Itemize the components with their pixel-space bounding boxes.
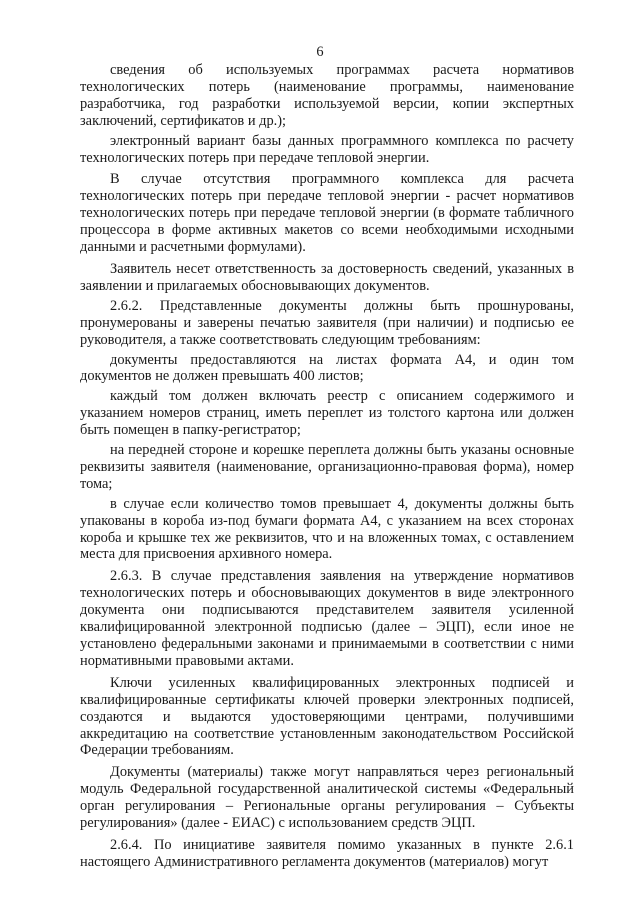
paragraph-cover-details: на передней стороне и корешке переплета должны быть указаны основные реквизиты заявителя (наименование, организационно-правовая форма), номер тома; <box>80 442 574 492</box>
paragraph-a4-sheets: документы предоставляются на листах формата А4, и один том документов не должен превышать 400 листов; <box>80 351 574 385</box>
paragraph-software-info: сведения об используемых программах расчета нормативов технологических потерь (наименование программы, наименование разработчика, год разработки используемой версии, копии экспертных заключений, сертификатов и др.); <box>80 62 574 129</box>
paragraph-eias: Документы (материалы) также могут направляться через региональный модуль Федеральной государственной аналитической системы «Федеральный орган регулирования – Региональные органы регулирования – Субъекты регулирования» (далее - ЕИАС) с использованием средств ЭЦП. <box>80 764 574 832</box>
paragraph-electronic-database: электронный вариант базы данных программного комплекса по расчету технологических потерь при передаче тепловой энергии. <box>80 132 574 166</box>
page-number: 6 <box>316 44 324 60</box>
document-body <box>80 62 574 874</box>
paragraph-signature-keys: Ключи усиленных квалифицированных электронных подписей и квалифицированные сертификаты ключей проверки электронных подписей, создаются и выдаются удостоверяющими центрами, получившими аккредитацию на соответствие установленным законодательством Российской Федерации требованиям. <box>80 674 574 759</box>
paragraph-2-6-2: 2.6.2. Представленные документы должны быть прошнурованы, пронумерованы и заверены печатью заявителя (при наличии) и подписью ее руководителя, а также соответствовать следующим требованиям: <box>80 297 574 348</box>
paragraph-2-6-4: 2.6.4. По инициативе заявителя помимо указанных в пункте 2.6.1 настоящего Административного регламента документов (материалов) могут <box>80 836 574 870</box>
paragraph-2-6-3: 2.6.3. В случае представления заявления на утверждение нормативов технологических потерь и обосновывающих документов в виде электронного документа они подписываются представителем заявителя усиленной квалифицированной электронной подписью (далее – ЭЦП), если иное не установлено федеральными законами и принимаемыми в соответствии с ними нормативными правовыми актами. <box>80 568 574 669</box>
paragraph-no-software-case: В случае отсутствия программного комплекса для расчета технологических потерь при передаче тепловой энергии - расчет нормативов технологических потерь при передаче тепловой энергии (в формате табличного процессора в форме активных макетов со всеми необходимыми исходными данными и расчетными формулами). <box>80 171 574 256</box>
paragraph-boxes: в случае если количество томов превышает 4, документы должны быть упакованы в короба из-под бумаги формата А4, с указанием на всех сторонах короба и крышке тех же реквизитов, что и на вложенных томах, с оставлением места для присвоения архивного номера. <box>80 495 574 563</box>
paragraph-applicant-responsibility: Заявитель несет ответственность за достоверность сведений, указанных в заявлении и прилагаемых обосновывающих документов. <box>80 260 574 294</box>
paragraph-volume-registry: каждый том должен включать реестр с описанием содержимого и указанием номеров страниц, иметь переплет из толстого картона или должен быть помещен в папку-регистратор; <box>80 388 574 439</box>
